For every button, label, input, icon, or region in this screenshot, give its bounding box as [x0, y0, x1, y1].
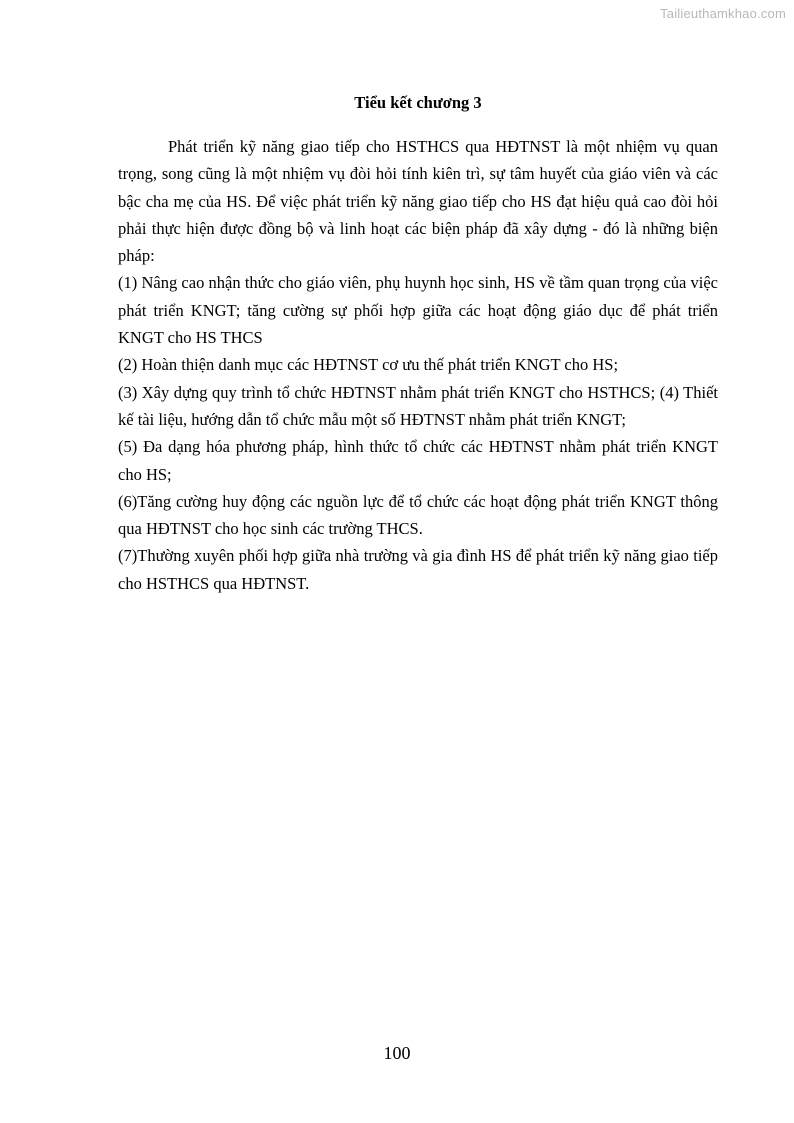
- measure-3-4-paragraph: (3) Xây dựng quy trình tổ chức HĐTNST nhằm phát triển KNGT cho HSTHCS; (4) Thiết kế tài liệu, hướng dẫn tổ chức mẫu một số HĐTNST nhằm phát triển KNGT;: [118, 382, 718, 429]
- document-body: [118, 90, 718, 597]
- chapter-summary-title: Tiểu kết chương 3: [354, 93, 482, 112]
- intro-paragraph: Phát triển kỹ năng giao tiếp cho HSTHCS qua HĐTNST là một nhiệm vụ quan trọng, song cũng là một nhiệm vụ đòi hỏi tính kiên trì, sự tâm huyết của giáo viên và các bậc cha mẹ của HS. Để việc phát triển kỹ năng giao tiếp cho HS đạt hiệu quả cao đòi hỏi phải thực hiện được đồng bộ và linh hoạt các biện pháp đã xây dựng - đó là những biện pháp:: [118, 137, 718, 266]
- measure-6-paragraph: (6)Tăng cường huy động các nguồn lực để tổ chức các hoạt động phát triển KNGT thông qua HĐTNST cho học sinh các trường THCS.: [118, 491, 718, 539]
- measure-2-paragraph: (2) Hoàn thiện danh mục các HĐTNST cơ ưu thế phát triển KNGT cho HS;: [118, 355, 619, 375]
- measure-7-paragraph: (7)Thường xuyên phối hợp giữa nhà trường và gia đình HS để phát triển kỹ năng giao tiếp cho HSTHCS qua HĐTNST.: [118, 546, 718, 593]
- measure-1-paragraph: (1) Nâng cao nhận thức cho giáo viên, phụ huynh học sinh, HS về tầm quan trọng của việc phát triển KNGT; tăng cường sự phối hợp giữa các hoạt động giáo dục để phát triển KNGT cho HS THCS: [118, 273, 718, 348]
- measure-5-paragraph: (5) Đa dạng hóa phương pháp, hình thức tổ chức các HĐTNST nhằm phát triển KNGT cho HS;: [118, 437, 718, 484]
- watermark: Tailieuthamkhao.com: [660, 6, 786, 21]
- page-number: 100: [383, 1043, 411, 1063]
